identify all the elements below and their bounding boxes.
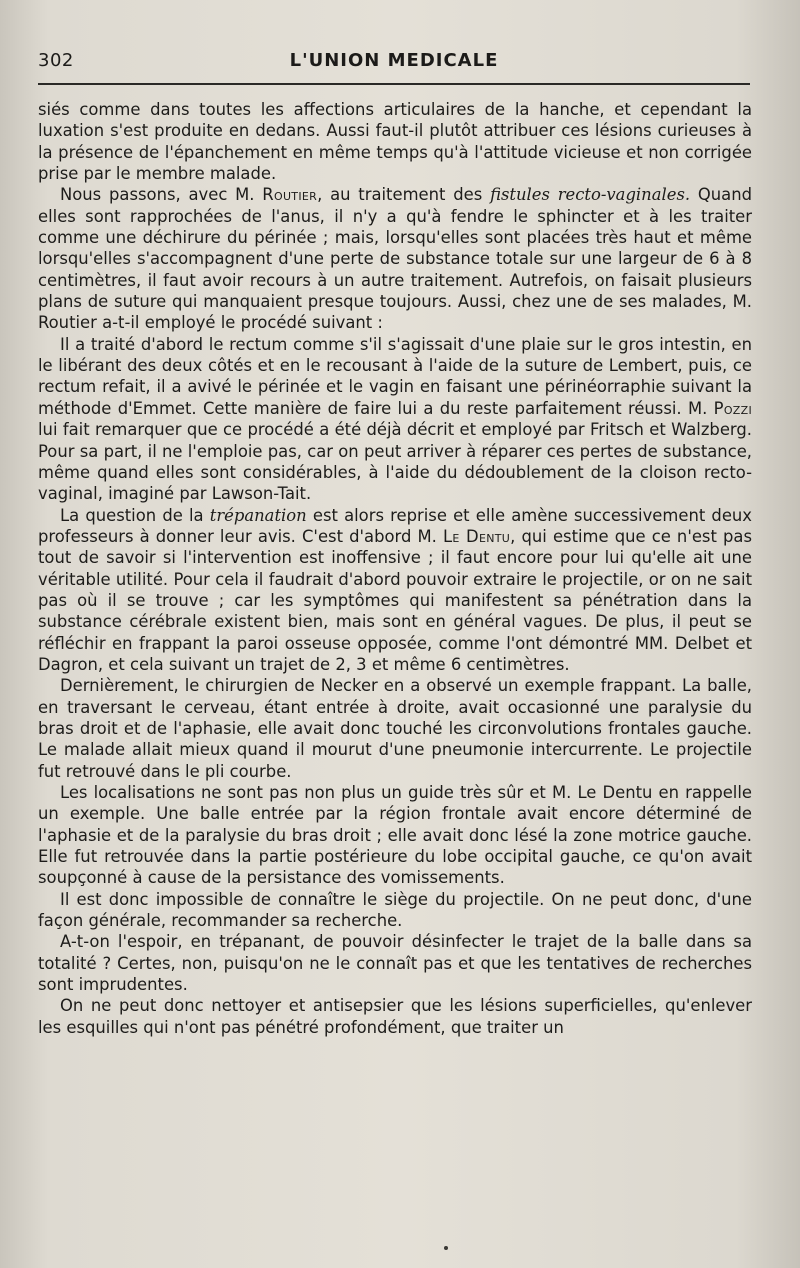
text-run: Il a traité d'abord le rectum comme s'il s'agissait d'une plaie sur le gros intestin, en le libérant des deux côtés et en le recousant à l'aide de la suture de Lembert, puis, ce rectum refait, il a avivé le périnée et le vagin en faisant une périnéorraphie suivant la méthode d'Emmet. Cette manière de faire lui a du reste parfaitement réussi. M. bbox=[38, 334, 752, 418]
paragraph bbox=[38, 995, 752, 1038]
text-run: Les localisations ne sont pas non plus un guide très sûr et M. Le Dentu en rappelle un exemple. Une balle entrée par la région frontale avait encore déterminé de l'aphasie et de la paralysie du bras droit ; elle avait donc lésé la zone motrice gauche. Elle fut retrouvée dans la partie postérieure du lobe occipital gauche, ce qu'on avait soupçonné à cause de la persistance des vomissements. bbox=[38, 783, 752, 888]
author-name: Le Dentu bbox=[442, 526, 511, 546]
text-run: lui fait remarquer que ce procédé a été déjà décrit et employé par Fritsch et Walzberg. Pour sa part, il ne l'emploie pas, car on peut arriver à réparer ces pertes de substance, même quand elles sont considérables, à l'aide du dédoublement de la cloison recto-vaginal, imaginé par Lawson-Tait. bbox=[38, 420, 752, 504]
text-run: On ne peut donc nettoyer et antisepsier que les lésions superficielles, qu'enlever les esquilles qui n'ont pas pénétré profondément, que traiter un bbox=[38, 996, 752, 1037]
paragraph bbox=[38, 505, 752, 676]
text-run: est alors reprise et elle amène successivement deux professeurs à donner leur avis. C'est d'abord M. bbox=[38, 505, 752, 546]
text-run: , au traitement des bbox=[317, 185, 491, 205]
emphasis: fistules recto-vaginales. bbox=[490, 185, 691, 205]
page-mark bbox=[444, 1246, 448, 1250]
paragraph bbox=[38, 334, 752, 505]
text-run: , qui estime que ce n'est pas tout de savoir si l'intervention est inoffensive ; il faut encore pour lui qu'elle ait une véritable utilité. Pour cela il faudrait d'abord pouvoir extraire le projectile, or on ne sait pas où il se trouve ; car les symptômes qui manifestent sa pénétration dans la substance cérébrale existent bien, mais sont en général vagues. De plus, il peut se réfléchir en frappant la paroi osseuse opposée, comme l'ont démontré MM. Delbet et Dagron, et cela suivant un trajet de 2, 3 et même 6 centimètres. bbox=[38, 526, 752, 674]
text-run: Dernièrement, le chirurgien de Necker en a observé un exemple frappant. La balle, en traversant le cerveau, étant entrée à droite, avait occasionné une paralysie du bras droit et de l'aphasie, elle avait donc touché les circonvolutions frontales gauche. Le malade allait mieux quand il mourut d'une pneumonie intercurrente. Le projectile fut retrouvé dans le pli courbe. bbox=[38, 676, 752, 781]
header-rule bbox=[38, 83, 750, 85]
text-run: Il est donc impossible de connaître le siège du projectile. On ne peut donc, d'une façon générale, recommander sa recherche. bbox=[38, 889, 752, 931]
paragraph bbox=[38, 782, 752, 889]
paragraph bbox=[38, 675, 752, 782]
author-name: Routier bbox=[262, 185, 318, 205]
page-number: 302 bbox=[38, 50, 74, 71]
article-body bbox=[38, 99, 752, 1038]
paragraph bbox=[38, 184, 752, 333]
emphasis: trépanation bbox=[209, 505, 307, 525]
running-head: L'UNION MEDICALE bbox=[289, 50, 499, 71]
text-run: siés comme dans toutes les affections articulaires de la hanche, et cependant la luxation s'est produite en dedans. Aussi faut-il plutôt attribuer ces lésions curieuses à la présence de l'épanchement en même temps qu'à l'attitude vicieuse et non corrigée prise par le membre malade. bbox=[38, 100, 752, 184]
page-header bbox=[38, 50, 750, 76]
paragraph bbox=[38, 889, 752, 932]
paragraph bbox=[38, 931, 752, 995]
paragraph bbox=[38, 99, 752, 184]
text-run: Nous passons, avec M. bbox=[60, 185, 263, 205]
text-run: Quand elles sont rapprochées de l'anus, il n'y a qu'à fendre le sphincter et à les traiter comme une déchirure du périnée ; mais, lorsqu'elles sont placées très haut et même lorsqu'elles s'accompagnent d'une perte de substance totale sur une largeur de 6 à 8 centimètres, il faut avoir recours à un autre traitement. Autrefois, on faisait plusieurs plans de suture qui manquaient presque toujours. Aussi, chez une de ses malades, M. Routier a-t-il employé le procédé suivant : bbox=[38, 185, 753, 333]
author-name: Pozzi bbox=[713, 398, 752, 418]
text-run: La question de la bbox=[60, 505, 210, 525]
text-run: A-t-on l'espoir, en trépanant, de pouvoir désinfecter le trajet de la balle dans sa totalité ? Certes, non, puisqu'on ne le connaît pas et que les tentatives de recherches sont imprudentes. bbox=[38, 932, 752, 995]
